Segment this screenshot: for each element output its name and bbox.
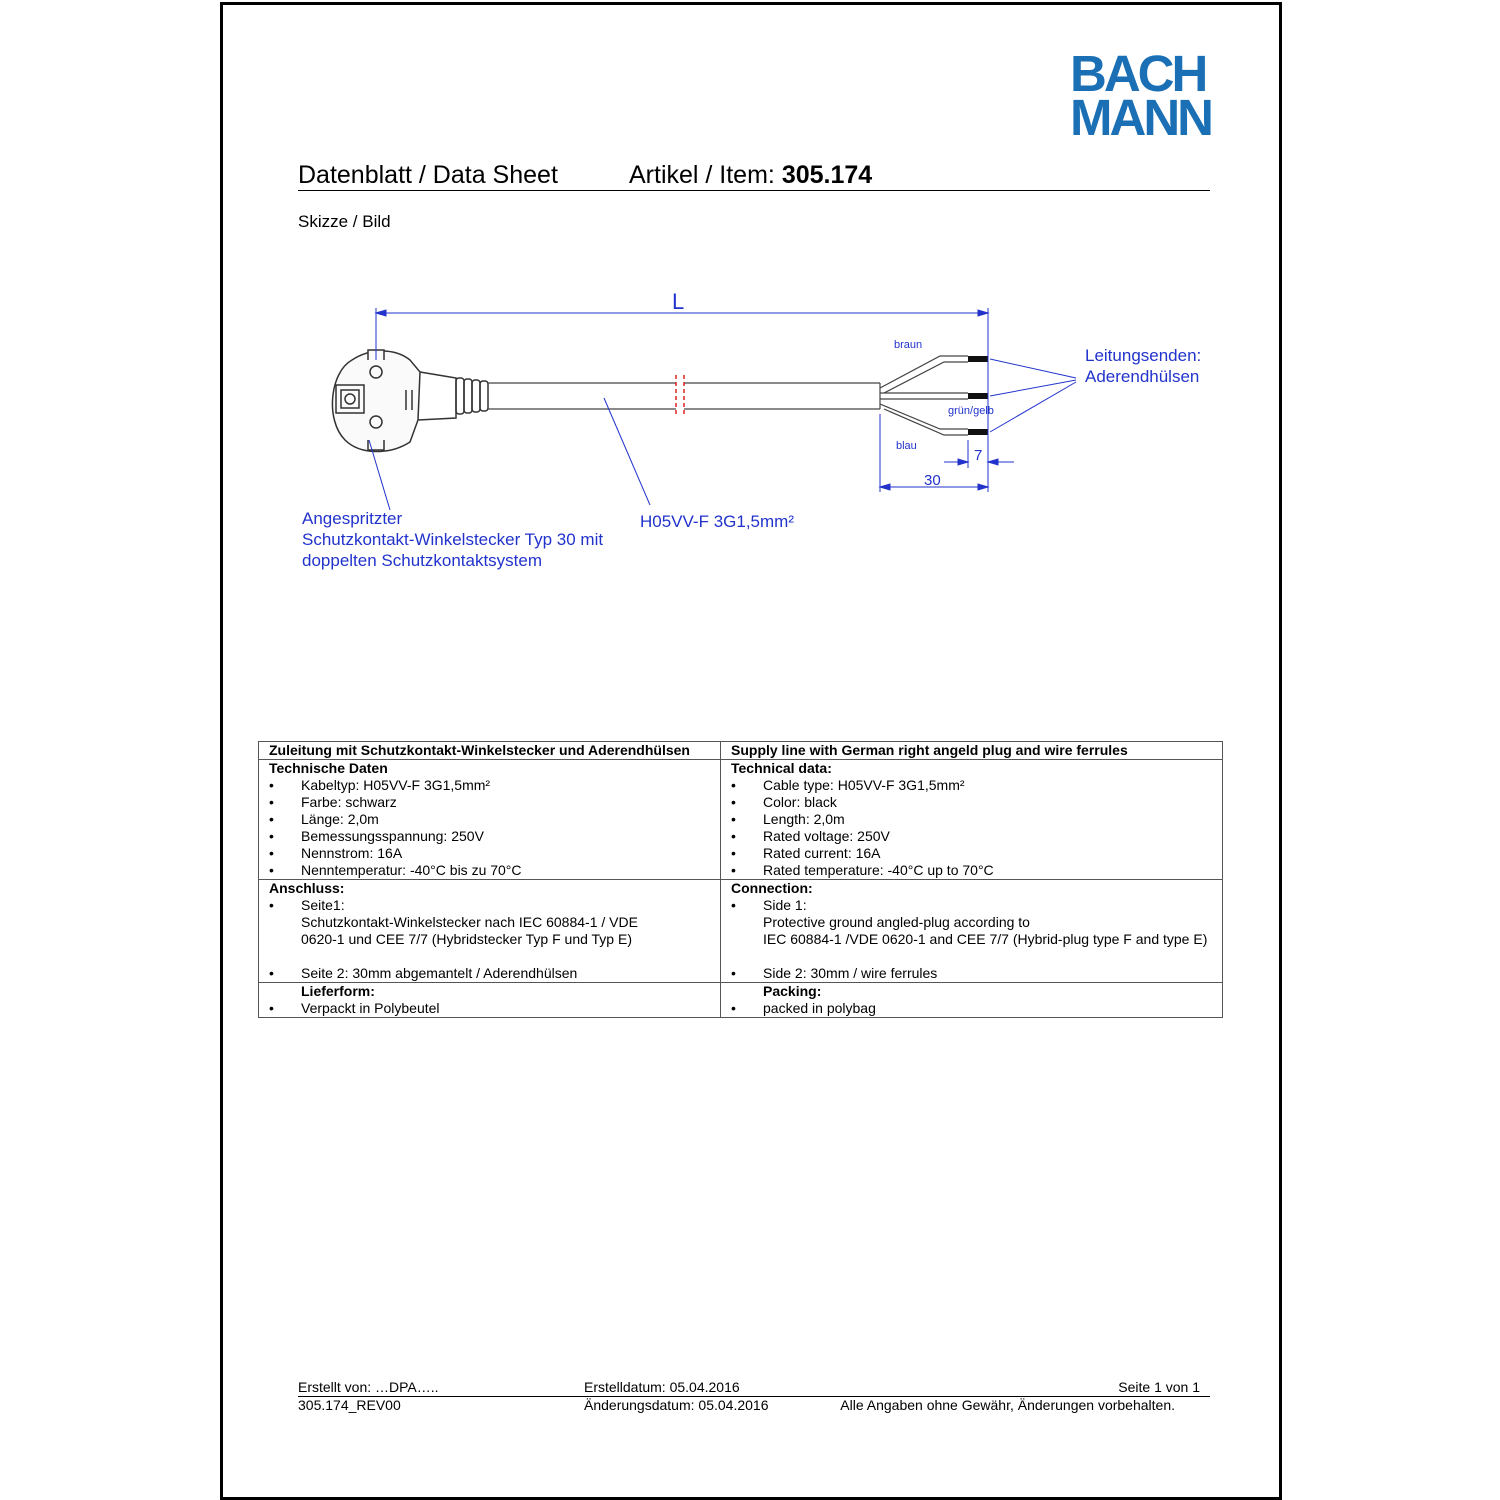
tech-data-row <box>259 760 1223 880</box>
document-id: 305.174_REV00 <box>298 1397 401 1413</box>
list-item: • packed in polybag <box>731 1000 1222 1017</box>
list-item: • Cable type: H05VV-F 3G1,5mm² <box>731 777 1222 794</box>
en-tech-list <box>731 777 1222 879</box>
list-item: • Nenntemperatur: -40°C bis zu 70°C <box>269 862 720 879</box>
list-item: • Side 2: 30mm / wire ferrules <box>731 965 1222 982</box>
cable-drawing <box>0 0 1500 700</box>
plug-annotation-line-1: Angespritzter <box>302 509 403 528</box>
de-title: Zuleitung mit Schutzkontakt-Winkelstecker und Aderendhülsen <box>259 742 721 760</box>
de-conn-header: Anschluss: <box>269 880 345 896</box>
stripped-wires <box>880 356 968 435</box>
strip-dimension: 30 <box>924 472 941 489</box>
wire-ends-line-1: Leitungsenden: <box>1085 346 1202 365</box>
de-conn-list <box>269 897 720 982</box>
en-pack-list <box>731 1000 1222 1017</box>
footer-row-1 <box>298 1379 1210 1397</box>
drawing-labels <box>672 289 994 489</box>
en-side1: • Side 1: <box>763 897 807 913</box>
wire-ferrules <box>968 356 988 435</box>
de-conn-cell <box>259 880 721 983</box>
length-label: L <box>672 289 685 314</box>
item-number: 305.174 <box>781 161 873 189</box>
wire-brown-label: braun <box>894 339 923 351</box>
footer-row-2 <box>298 1397 1210 1414</box>
en-conn-header: Connection: <box>731 880 813 896</box>
de-side1-line2: 0620-1 und CEE 7/7 (Hybridstecker Typ F und Typ E) <box>301 931 632 947</box>
wire-green-yellow-label: grün/gelb <box>948 405 994 417</box>
created-by: Erstellt von: …DPA….. <box>298 1379 439 1395</box>
de-tech-header: Technische Daten <box>269 760 388 776</box>
en-pack-header: Packing: <box>763 983 822 999</box>
list-item: • Rated current: 16A <box>731 845 1222 862</box>
logo-line-1: BACH <box>1070 45 1206 102</box>
item-label: Artikel / Item: <box>629 161 775 189</box>
ferrule-dimension: 7 <box>974 447 983 464</box>
de-side1-line1: Schutzkontakt-Winkelstecker nach IEC 60884-1 / VDE <box>301 914 638 930</box>
en-tech-header: Technical data: <box>731 760 832 776</box>
de-pack-cell <box>259 983 721 1018</box>
en-tech-cell <box>721 760 1223 880</box>
wire-ends-annotation <box>1085 345 1201 387</box>
cable-type-annotation: H05VV-F 3G1,5mm² <box>640 512 794 531</box>
de-pack-header: Lieferform: <box>301 983 375 999</box>
cable-break-marks <box>676 375 684 417</box>
plug-annotation-line-2: Schutzkontakt-Winkelstecker Typ 30 mit <box>302 530 604 549</box>
list-item: • Verpackt in Polybeutel <box>269 1000 720 1017</box>
page-number: Seite 1 von 1 <box>1118 1379 1200 1395</box>
list-item: • Nennstrom: 16A <box>269 845 720 862</box>
disclaimer: Alle Angaben ohne Gewähr, Änderungen vorbehalten. <box>840 1397 1175 1413</box>
list-item: • Rated voltage: 250V <box>731 828 1222 845</box>
list-item: • Länge: 2,0m <box>269 811 720 828</box>
wire-blue-label: blau <box>896 440 917 452</box>
page-title: Datenblatt / Data Sheet <box>298 161 558 189</box>
connection-row <box>259 880 1223 983</box>
list-item: • Farbe: schwarz <box>269 794 720 811</box>
en-side1-line1: Protective ground angled-plug according to <box>763 914 1030 930</box>
spec-table <box>258 741 1223 1018</box>
en-conn-list <box>731 897 1222 982</box>
en-pack-cell <box>721 983 1223 1018</box>
de-tech-cell <box>259 760 721 880</box>
de-pack-list <box>269 1000 720 1017</box>
sketch-label: Skizze / Bild <box>298 212 391 231</box>
list-item: • Rated temperature: -40°C up to 70°C <box>731 862 1222 879</box>
de-tech-list <box>269 777 720 879</box>
list-item: • Seite 2: 30mm abgemantelt / Aderendhülsen <box>269 965 720 982</box>
table-title-row <box>259 742 1223 760</box>
wire-ends-line-2: Aderendhülsen <box>1085 367 1200 386</box>
list-item: • Length: 2,0m <box>731 811 1222 828</box>
footer <box>298 1379 1210 1414</box>
en-title: Supply line with German right angeld plug and wire ferrules <box>721 742 1223 760</box>
list-item: • Color: black <box>731 794 1222 811</box>
en-conn-cell <box>721 880 1223 983</box>
created-date: Erstelldatum: 05.04.2016 <box>584 1379 740 1395</box>
changed-date: Änderungsdatum: 05.04.2016 <box>584 1397 769 1413</box>
list-item <box>731 897 1222 965</box>
plug-annotation <box>302 508 603 571</box>
de-side1: • Seite1: <box>301 897 345 913</box>
packing-row <box>259 983 1223 1018</box>
en-side1-line2: IEC 60884-1 /VDE 0620-1 and CEE 7/7 (Hybrid-plug type F and type E) <box>763 931 1208 947</box>
plug-drawing <box>332 350 488 452</box>
list-item: • Bemessungsspannung: 250V <box>269 828 720 845</box>
list-item <box>269 897 720 965</box>
list-item: • Kabeltyp: H05VV-F 3G1,5mm² <box>269 777 720 794</box>
plug-annotation-line-3: doppelten Schutzkontaktsystem <box>302 551 543 570</box>
logo-line-2: MANN <box>1070 89 1211 146</box>
